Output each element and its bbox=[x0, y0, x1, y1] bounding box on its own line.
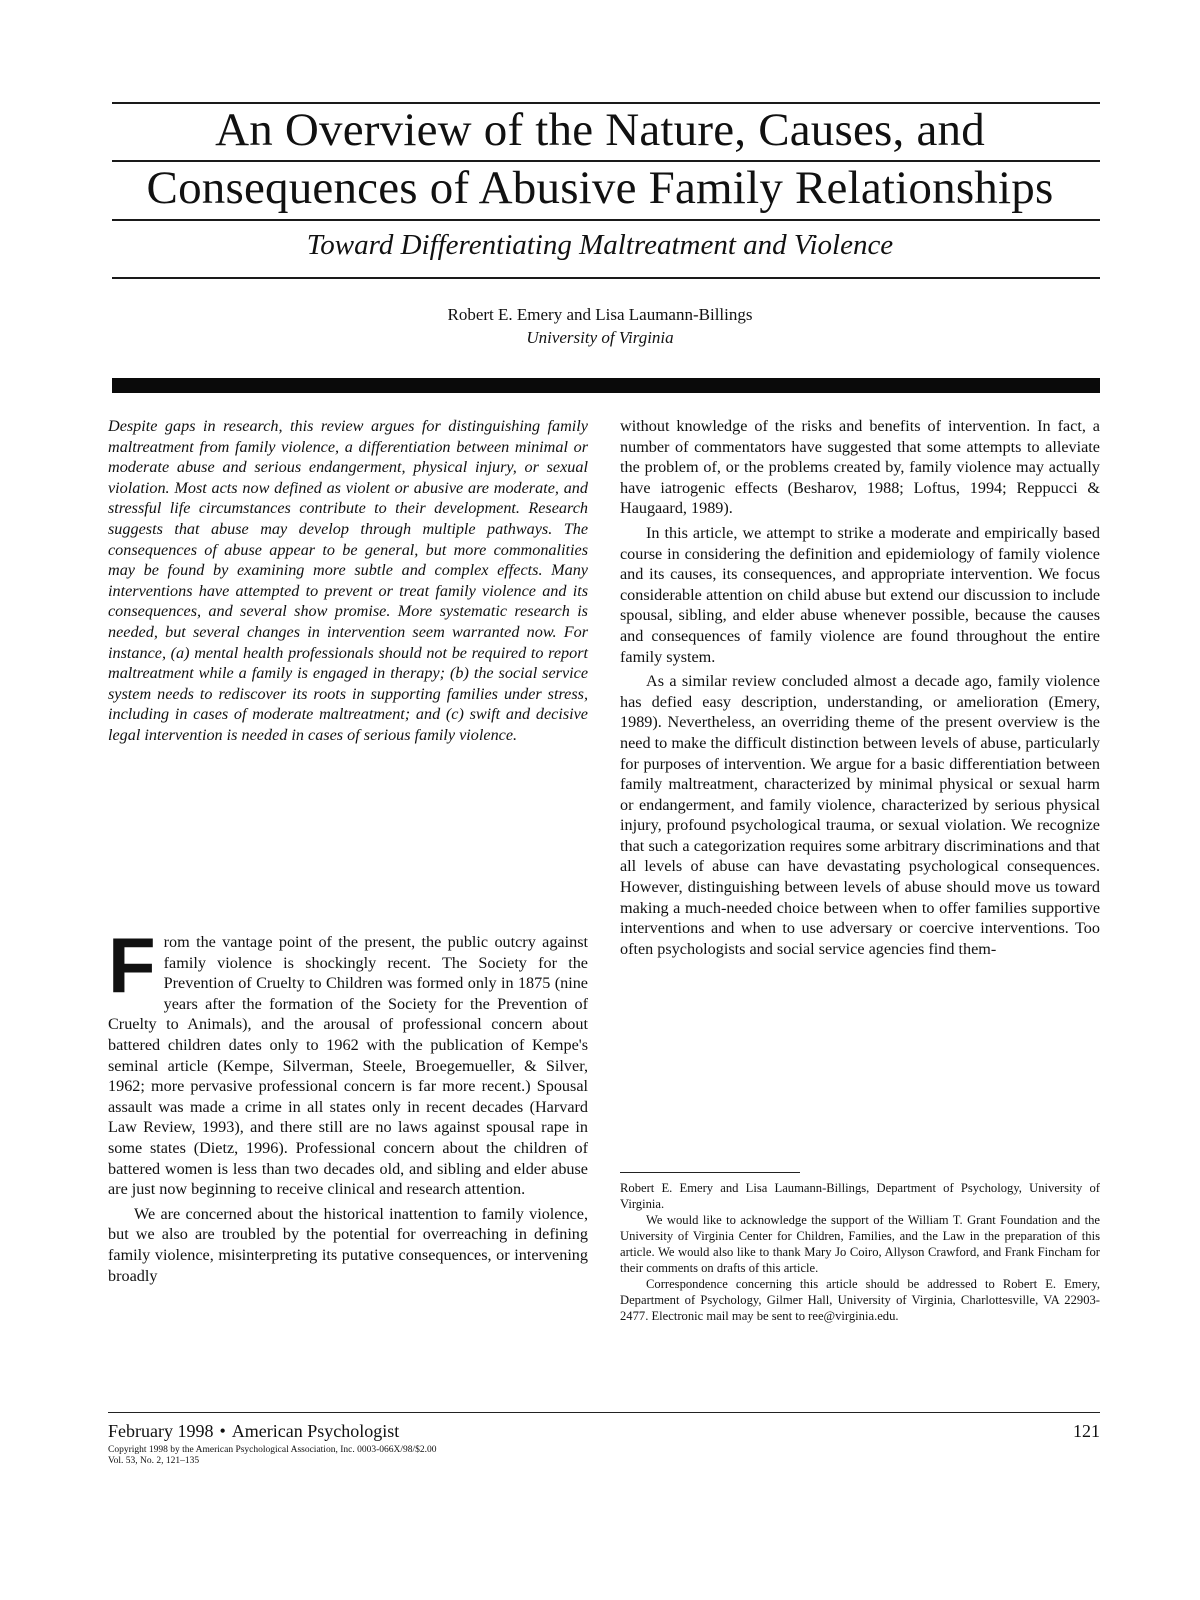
footnote-affiliation: Robert E. Emery and Lisa Laumann-Billings, Department of Psychology, University of Virginia. bbox=[620, 1181, 1100, 1211]
footnote-correspondence: Correspondence concerning this article should be addressed to Robert E. Emery, Department of Psychology, Gilmer Hall, University of Virginia, Charlottesville, VA 22903-2477. Electronic mail may be sent to ree@virginia.edu. bbox=[620, 1277, 1100, 1323]
journal-name: American Psychologist bbox=[231, 1421, 400, 1441]
header-rule-bottom bbox=[112, 277, 1100, 279]
drop-cap: F bbox=[108, 921, 156, 1009]
paragraph-intro-text: rom the vantage point of the present, the public outcry against family violence is shockingly recent. The Society for the Prevention of Cruelty to Children was formed only in 1875 (nine years after the formation of the Society for the Prevention of Cruelty to Animals), and the arousal of professional concern about battered children dates only to 1962 with the publication of Kempe's seminal article (Kempe, Silverman, Steele, Broegemueller, & Silver, 1962; more pervasive professional concern is far more recent.) Spousal assault was made a crime in all states only in recent decades (Harvard Law Review, 1993), and there still are no laws against spousal rape in some states (Dietz, 1996). Professional concern about the children of battered women is less than two decades old, and sibling and elder abuse are just now beginning to receive clinical and research attention. bbox=[108, 933, 588, 1199]
issue-date: February 1998 bbox=[108, 1421, 214, 1441]
paragraph-review-theme: As a similar review concluded almost a decade ago, family violence has defied easy description, understanding, or amelioration (Emery, 1989). Nevertheless, an overriding theme of the present overview is the need to make the difficult distinction between levels of abuse, particularly for purposes of intervention. We argue for a basic differentiation between family maltreatment, characterized by minimal physical or sexual harm or endangerment, and family violence, characterized by serious physical injury, profound psychological trauma, or sexual violation. We recognize that such a categorization requires some arbitrary discriminations and that all levels of abuse can have devastating psychological consequences. However, distinguishing between levels of abuse should move us toward making a much-needed choice between when to offer families supportive interventions and when to use adversary or coercive interventions. Too often psychologists and social service agencies find them- bbox=[620, 672, 1100, 958]
affiliation: University of Virginia bbox=[526, 328, 674, 347]
paragraph-continued: without knowledge of the risks and benefits of intervention. In fact, a number of commentators have suggested that some attempts to alleviate the problem of, or the problems created by, family violence may actually have iatrogenic effects (Besharov, 1988; Loftus, 1994; Reppucci & Haugaard, 1989). bbox=[620, 417, 1100, 518]
abstract-text: Despite gaps in research, this review argues for distinguishing family maltreatment from family violence, a differentiation between minimal or moderate abuse and serious endangerment, physical injury, or sexual violation. Most acts now defined as violent or abusive are moderate, and stressful life circumstances contribute to their development. Research suggests that abuse may develop through multiple pathways. The consequences of abuse appear to be general, but more commonalities may be found by examining more subtle and complex effects. Many interventions have attempted to prevent or treat family violence and its consequences, and several show promise. More systematic research is needed, but several changes in intervention seem warranted now. For instance, (a) mental health professionals should not be required to report maltreatment while a family is engaged in therapy; (b) the social service system needs to rediscover its roots in supporting families under stress, including in cases of moderate maltreatment; and (c) swift and decisive legal intervention is needed in cases of serious family violence. bbox=[108, 417, 588, 744]
subtitle-rule bbox=[112, 219, 1100, 221]
paragraph-article-aim: In this article, we attempt to strike a moderate and empirically based course in considering the definition and epidemiology of family violence and its causes, its consequences, and appropriate intervention. We focus considerable attention on child abuse but extend our discussion to include spousal, sibling, and elder abuse whenever possible, because the causes and consequences of family violence are found throughout the entire family system. bbox=[620, 523, 1100, 666]
abstract bbox=[108, 416, 588, 746]
paragraph-intro bbox=[108, 921, 588, 1200]
article-title-line-2: Consequences of Abusive Family Relationships bbox=[146, 162, 1054, 214]
footnote-acknowledgment: We would like to acknowledge the support of the William T. Grant Foundation and the University of Virginia Center for Children, Families, and the Law in the preparation of this article. We would also like to thank Mary Jo Coiro, Allyson Crawford, and Frank Fincham for their comments on drafts of this article. bbox=[620, 1213, 1100, 1275]
abstract-divider bbox=[112, 378, 1100, 393]
bullet-separator: • bbox=[219, 1421, 226, 1441]
article-title-line-1: An Overview of the Nature, Causes, and bbox=[215, 104, 985, 156]
journal-line bbox=[108, 1420, 399, 1442]
authors: Robert E. Emery and Lisa Laumann-Billings bbox=[447, 305, 753, 324]
footnote-rule bbox=[620, 1172, 800, 1173]
body-column-left bbox=[108, 921, 588, 1286]
body-column-right bbox=[620, 416, 1100, 959]
copyright-line: Copyright 1998 by the American Psychological Association, Inc. 0003-066X/98/$2.00 bbox=[108, 1445, 437, 1455]
author-footnotes bbox=[620, 1180, 1100, 1324]
article-subtitle: Toward Differentiating Maltreatment and Violence bbox=[306, 229, 894, 261]
volume-line: Vol. 53, No. 2, 121–135 bbox=[108, 1456, 200, 1466]
page-number: 121 bbox=[1073, 1421, 1100, 1441]
footer-rule bbox=[108, 1412, 1100, 1413]
paragraph-concern: We are concerned about the historical inattention to family violence, but we also are troubled by the potential for overreaching in defining family violence, misinterpreting its putative consequences, or intervening broadly bbox=[108, 1204, 588, 1285]
